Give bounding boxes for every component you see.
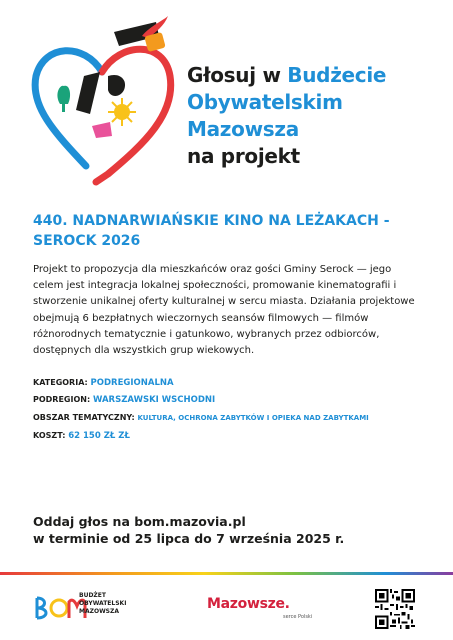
hero-title-line4: na projekt [187, 144, 300, 168]
bo-line1: BUDŻET [79, 592, 106, 599]
mazowsze-tagline: serce Polski [283, 614, 313, 620]
area-label: OBSZAR TEMATYCZNY: [33, 413, 135, 422]
hero-title-line1-blue: Budżecie [287, 63, 387, 87]
cta-line1: Oddaj głos na bom.mazovia.pl [33, 514, 246, 529]
bo-line3: MAZOWSZA [79, 608, 119, 615]
meta-category [33, 377, 433, 389]
bo-line2: OBYWATELSKI [79, 600, 127, 607]
cost-label: KOSZT: [33, 431, 66, 440]
qr-code-icon[interactable] [375, 589, 415, 629]
hero-title-line1-dark: Głosuj w [187, 63, 281, 87]
rainbow-divider [0, 572, 453, 575]
area-value: KULTURA, OCHRONA ZABYTKÓW I OPIEKA NAD ZABYTKAMI [137, 414, 369, 422]
bo-logo-text [79, 592, 126, 616]
cta-line2: w terminie od 25 lipca do 7 września 2025 r. [33, 531, 345, 546]
category-value: PODREGIONALNA [90, 378, 174, 388]
call-to-action [33, 513, 433, 547]
hero-title-line2: Obywatelskim [187, 90, 343, 114]
subregion-value: WARSZAWSKI WSCHODNI [92, 395, 216, 405]
hero-title-line3: Mazowsza [187, 117, 299, 141]
cost-value: 62 150 ZŁ ZŁ [68, 431, 130, 441]
category-label: KATEGORIA: [33, 378, 88, 387]
project-description: Projekt to propozycja dla mieszkańców oraz gości Gminy Serock — jego celem jest integracja lokalnej społeczności, promowanie kinematografii i stworzenie unikalnej oferty kulturalnej w sercu miasta. Działania projektowe obejmują 6 bezpłatnych wieczornych seansów filmowych — filmów różnorodnych tematycznie i gatunkowo, wybranych przez odbiorców, dostępnych dla wszystkich grup wiekowych. [33, 264, 415, 357]
meta-subregion [33, 394, 433, 406]
subregion-label: PODREGION: [33, 395, 91, 404]
heart-face-illustration [24, 14, 184, 189]
hero-title [187, 62, 437, 170]
mazowsze-logo: Mazowsze. [207, 596, 290, 612]
meta-cost [33, 430, 433, 442]
project-title: 440. NADNARWIAŃSKIE KINO NA LEŻAKACH - SEROCK 2026 [33, 213, 390, 249]
meta-area [33, 412, 433, 424]
